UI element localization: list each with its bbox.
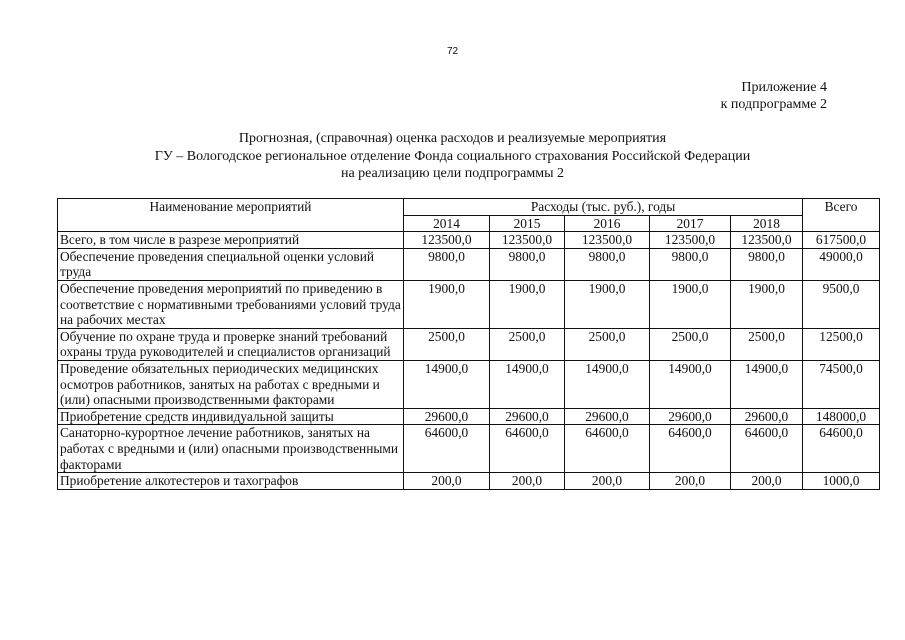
- activity-name-cell: Обучение по охране труда и проверке знаний требований охраны труда руководителей и специалистов организаций: [58, 328, 404, 360]
- year-value-cell: 29600,0: [490, 408, 565, 425]
- table-row: [58, 280, 880, 328]
- year-value-cell: 9800,0: [404, 248, 490, 280]
- year-value-cell: 64600,0: [490, 425, 565, 473]
- total-value-cell: 49000,0: [803, 248, 880, 280]
- activity-name-cell: Обеспечение проведения мероприятий по приведению в соответствие с нормативными требованиями условий труда на рабочих местах: [58, 280, 404, 328]
- year-value-cell: 14900,0: [490, 360, 565, 408]
- table-row: [58, 408, 880, 425]
- year-value-cell: 200,0: [565, 473, 650, 490]
- year-value-cell: 9800,0: [731, 248, 803, 280]
- table-row: [58, 248, 880, 280]
- table-header-row: [58, 199, 880, 216]
- total-value-cell: 74500,0: [803, 360, 880, 408]
- year-value-cell: 2500,0: [404, 328, 490, 360]
- appendix-line-2: к подпрограмме 2: [720, 97, 827, 112]
- year-value-cell: 2500,0: [650, 328, 731, 360]
- year-value-cell: 29600,0: [404, 408, 490, 425]
- year-value-cell: 9800,0: [650, 248, 731, 280]
- year-value-cell: 14900,0: [565, 360, 650, 408]
- table-row: [58, 360, 880, 408]
- year-value-cell: 1900,0: [565, 280, 650, 328]
- activity-name-cell: Приобретение алкотестеров и тахографов: [58, 473, 404, 490]
- year-value-cell: 123500,0: [490, 232, 565, 249]
- year-value-cell: 123500,0: [565, 232, 650, 249]
- total-value-cell: 1000,0: [803, 473, 880, 490]
- year-value-cell: 64600,0: [650, 425, 731, 473]
- total-value-cell: 617500,0: [803, 232, 880, 249]
- appendix-line-1: Приложение 4: [741, 80, 827, 95]
- activity-name-cell: Приобретение средств индивидуальной защиты: [58, 408, 404, 425]
- year-value-cell: 200,0: [731, 473, 803, 490]
- table-row: [58, 425, 880, 473]
- year-value-cell: 64600,0: [565, 425, 650, 473]
- year-value-cell: 200,0: [490, 473, 565, 490]
- year-value-cell: 2500,0: [565, 328, 650, 360]
- year-value-cell: 1900,0: [650, 280, 731, 328]
- year-value-cell: 2500,0: [731, 328, 803, 360]
- header-year: 2018: [731, 215, 803, 232]
- table-row: [58, 473, 880, 490]
- year-value-cell: 200,0: [404, 473, 490, 490]
- year-value-cell: 1900,0: [404, 280, 490, 328]
- title-line-3: на реализацию цели подпрограммы 2: [340, 166, 565, 181]
- total-value-cell: 64600,0: [803, 425, 880, 473]
- header-year: 2016: [565, 215, 650, 232]
- year-value-cell: 9800,0: [565, 248, 650, 280]
- year-value-cell: 14900,0: [731, 360, 803, 408]
- header-year: 2014: [404, 215, 490, 232]
- year-value-cell: 1900,0: [490, 280, 565, 328]
- year-value-cell: 64600,0: [731, 425, 803, 473]
- year-value-cell: 14900,0: [404, 360, 490, 408]
- header-year: 2017: [650, 215, 731, 232]
- header-activity-name: Наименование мероприятий: [58, 199, 404, 232]
- header-expenses: Расходы (тыс. руб.), годы: [404, 199, 803, 216]
- year-value-cell: 2500,0: [490, 328, 565, 360]
- year-value-cell: 29600,0: [650, 408, 731, 425]
- activity-name-cell: Санаторно-курортное лечение работников, занятых на работах с вредными и (или) опасными производственными факторами: [58, 425, 404, 473]
- page-number: 72: [446, 46, 459, 57]
- title-line-1: Прогнозная, (справочная) оценка расходов и реализуемые мероприятия: [238, 131, 667, 146]
- total-value-cell: 12500,0: [803, 328, 880, 360]
- year-value-cell: 29600,0: [731, 408, 803, 425]
- header-total: Всего: [803, 199, 880, 232]
- total-value-cell: 148000,0: [803, 408, 880, 425]
- year-value-cell: 1900,0: [731, 280, 803, 328]
- activity-name-cell: Всего, в том числе в разрезе мероприятий: [58, 232, 404, 249]
- year-value-cell: 9800,0: [490, 248, 565, 280]
- table-row: [58, 232, 880, 249]
- year-value-cell: 123500,0: [650, 232, 731, 249]
- year-value-cell: 29600,0: [565, 408, 650, 425]
- expenses-table: [57, 198, 880, 490]
- activity-name-cell: Обеспечение проведения специальной оценки условий труда: [58, 248, 404, 280]
- year-value-cell: 123500,0: [404, 232, 490, 249]
- table-body: [58, 232, 880, 490]
- total-value-cell: 9500,0: [803, 280, 880, 328]
- header-year: 2015: [490, 215, 565, 232]
- table-row: [58, 328, 880, 360]
- title-line-2: ГУ – Вологодское региональное отделение Фонда социального страхования Российской Федерации: [154, 148, 751, 164]
- document-title: [0, 130, 905, 183]
- year-value-cell: 123500,0: [731, 232, 803, 249]
- appendix-reference: [721, 79, 827, 113]
- activity-name-cell: Проведение обязательных периодических медицинских осмотров работников, занятых на работах с вредными и (или) опасными производственными факторами: [58, 360, 404, 408]
- year-value-cell: 64600,0: [404, 425, 490, 473]
- year-value-cell: 200,0: [650, 473, 731, 490]
- year-value-cell: 14900,0: [650, 360, 731, 408]
